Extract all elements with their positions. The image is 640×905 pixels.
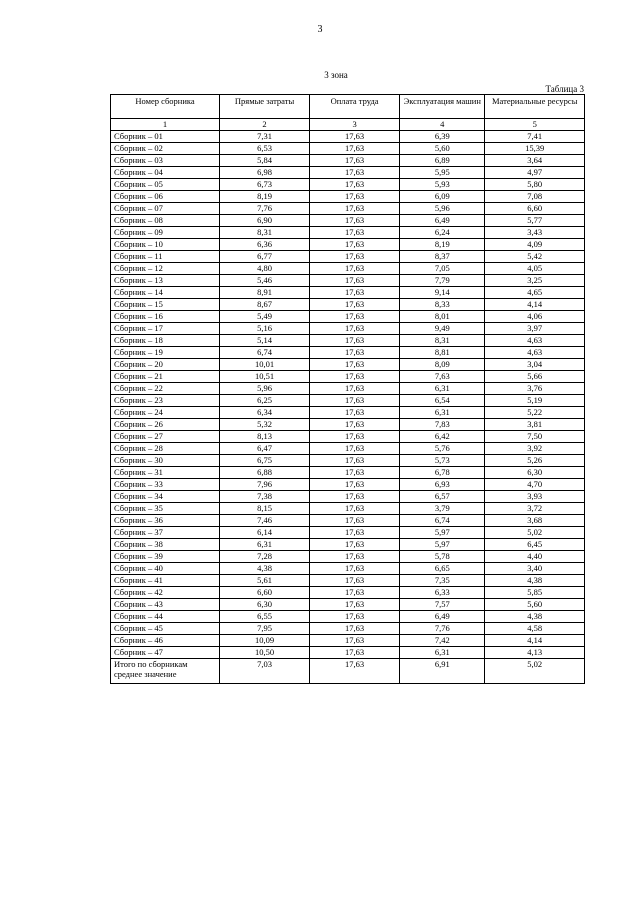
material-cost: 4,09 (485, 239, 585, 251)
collection-name: Сборник – 36 (111, 515, 220, 527)
column-number: 4 (400, 119, 485, 131)
col-header-direct-costs: Прямые затраты (220, 95, 310, 119)
table-caption: Таблица 3 (545, 84, 584, 94)
direct-costs: 8,15 (220, 503, 310, 515)
table-row (111, 431, 585, 443)
direct-costs: 8,31 (220, 227, 310, 239)
collection-name: Сборник – 35 (111, 503, 220, 515)
machine-cost: 6,31 (400, 407, 485, 419)
table-row (111, 287, 585, 299)
direct-costs: 6,98 (220, 167, 310, 179)
table-row (111, 179, 585, 191)
direct-costs: 4,38 (220, 563, 310, 575)
direct-costs: 6,30 (220, 599, 310, 611)
collection-name: Сборник – 02 (111, 143, 220, 155)
collection-name: Сборник – 06 (111, 191, 220, 203)
labor-cost: 17,63 (310, 503, 400, 515)
collection-name: Сборник – 39 (111, 551, 220, 563)
table-row (111, 299, 585, 311)
labor-cost: 17,63 (310, 275, 400, 287)
labor-cost: 17,63 (310, 599, 400, 611)
direct-costs: 5,46 (220, 275, 310, 287)
labor-cost: 17,63 (310, 215, 400, 227)
collection-name: Сборник – 24 (111, 407, 220, 419)
labor-cost: 17,63 (310, 335, 400, 347)
labor-cost: 17,63 (310, 623, 400, 635)
machine-cost: 6,31 (400, 647, 485, 659)
machine-cost: 7,79 (400, 275, 485, 287)
collection-name: Сборник – 46 (111, 635, 220, 647)
table-row (111, 635, 585, 647)
machine-cost: 7,76 (400, 623, 485, 635)
machine-cost: 6,65 (400, 563, 485, 575)
machine-cost: 5,96 (400, 203, 485, 215)
material-cost: 3,68 (485, 515, 585, 527)
table-row (111, 347, 585, 359)
machine-cost: 8,33 (400, 299, 485, 311)
material-cost: 3,72 (485, 503, 585, 515)
table-row (111, 479, 585, 491)
material-cost: 6,45 (485, 539, 585, 551)
direct-costs: 10,09 (220, 635, 310, 647)
table-row (111, 599, 585, 611)
machine-cost: 8,09 (400, 359, 485, 371)
table-row (111, 371, 585, 383)
material-cost: 3,64 (485, 155, 585, 167)
collection-name: Сборник – 40 (111, 563, 220, 575)
material-cost: 3,81 (485, 419, 585, 431)
direct-costs: 5,61 (220, 575, 310, 587)
table-row (111, 251, 585, 263)
material-cost: 4,05 (485, 263, 585, 275)
material-cost: 4,13 (485, 647, 585, 659)
header-row (111, 95, 585, 119)
material-cost: 3,76 (485, 383, 585, 395)
collection-name: Сборник – 01 (111, 131, 220, 143)
col-header-materials: Материальные ресурсы (485, 95, 585, 119)
direct-costs: 6,25 (220, 395, 310, 407)
machine-cost: 6,39 (400, 131, 485, 143)
labor-cost: 17,63 (310, 347, 400, 359)
table-row (111, 611, 585, 623)
collection-name: Сборник – 04 (111, 167, 220, 179)
collection-name: Сборник – 03 (111, 155, 220, 167)
labor-cost: 17,63 (310, 443, 400, 455)
direct-costs: 6,88 (220, 467, 310, 479)
direct-costs: 5,84 (220, 155, 310, 167)
direct-costs: 7,96 (220, 479, 310, 491)
collection-name: Сборник – 19 (111, 347, 220, 359)
table-row (111, 575, 585, 587)
material-cost: 5,02 (485, 527, 585, 539)
material-cost: 5,60 (485, 599, 585, 611)
direct-costs: 5,16 (220, 323, 310, 335)
total-row (111, 659, 585, 684)
labor-cost: 17,63 (310, 371, 400, 383)
direct-costs: 8,91 (220, 287, 310, 299)
material-cost: 4,65 (485, 287, 585, 299)
machine-cost: 5,76 (400, 443, 485, 455)
direct-costs: 6,55 (220, 611, 310, 623)
table-row (111, 563, 585, 575)
collection-name: Сборник – 37 (111, 527, 220, 539)
machine-cost: 6,89 (400, 155, 485, 167)
table-row (111, 143, 585, 155)
labor-cost: 17,63 (310, 587, 400, 599)
material-cost: 4,40 (485, 551, 585, 563)
direct-costs: 5,32 (220, 419, 310, 431)
collection-name: Сборник – 13 (111, 275, 220, 287)
table-row (111, 419, 585, 431)
table-row (111, 539, 585, 551)
collection-name: Сборник – 10 (111, 239, 220, 251)
column-number: 1 (111, 119, 220, 131)
labor-cost: 17,63 (310, 563, 400, 575)
material-cost: 5,85 (485, 587, 585, 599)
labor-cost: 17,63 (310, 407, 400, 419)
labor-cost: 17,63 (310, 647, 400, 659)
data-table (110, 94, 585, 684)
direct-costs: 6,90 (220, 215, 310, 227)
machine-cost: 5,95 (400, 167, 485, 179)
labor-cost: 17,63 (310, 203, 400, 215)
table-row (111, 275, 585, 287)
material-cost: 7,50 (485, 431, 585, 443)
collection-name: Сборник – 07 (111, 203, 220, 215)
zone-title: 3 зона (324, 70, 348, 80)
table-row (111, 131, 585, 143)
collection-name: Сборник – 08 (111, 215, 220, 227)
direct-costs: 8,67 (220, 299, 310, 311)
machine-cost: 7,83 (400, 419, 485, 431)
table-row (111, 395, 585, 407)
material-cost: 6,60 (485, 203, 585, 215)
material-cost: 5,26 (485, 455, 585, 467)
material-cost: 3,43 (485, 227, 585, 239)
labor-cost: 17,63 (310, 611, 400, 623)
material-cost: 5,80 (485, 179, 585, 191)
labor-cost: 17,63 (310, 143, 400, 155)
table-row (111, 227, 585, 239)
direct-costs: 10,51 (220, 371, 310, 383)
direct-costs: 6,75 (220, 455, 310, 467)
col-header-labor: Оплата труда (310, 95, 400, 119)
labor-cost: 17,63 (310, 311, 400, 323)
machine-cost: 6,49 (400, 611, 485, 623)
material-cost: 5,22 (485, 407, 585, 419)
table-row (111, 647, 585, 659)
total-direct-costs: 7,03 (220, 659, 310, 684)
material-cost: 7,08 (485, 191, 585, 203)
labor-cost: 17,63 (310, 383, 400, 395)
table-row (111, 467, 585, 479)
labor-cost: 17,63 (310, 167, 400, 179)
collection-name: Сборник – 30 (111, 455, 220, 467)
labor-cost: 17,63 (310, 251, 400, 263)
collection-name: Сборник – 27 (111, 431, 220, 443)
column-number: 2 (220, 119, 310, 131)
collection-name: Сборник – 38 (111, 539, 220, 551)
direct-costs: 5,14 (220, 335, 310, 347)
labor-cost: 17,63 (310, 551, 400, 563)
collection-name: Сборник – 33 (111, 479, 220, 491)
machine-cost: 3,79 (400, 503, 485, 515)
table-body (111, 131, 585, 659)
collection-name: Сборник – 31 (111, 467, 220, 479)
labor-cost: 17,63 (310, 323, 400, 335)
labor-cost: 17,63 (310, 491, 400, 503)
machine-cost: 5,60 (400, 143, 485, 155)
labor-cost: 17,63 (310, 539, 400, 551)
total-materials: 5,02 (485, 659, 585, 684)
collection-name: Сборник – 22 (111, 383, 220, 395)
collection-name: Сборник – 47 (111, 647, 220, 659)
direct-costs: 7,38 (220, 491, 310, 503)
machine-cost: 6,74 (400, 515, 485, 527)
labor-cost: 17,63 (310, 131, 400, 143)
material-cost: 4,38 (485, 575, 585, 587)
machine-cost: 5,97 (400, 527, 485, 539)
material-cost: 3,93 (485, 491, 585, 503)
labor-cost: 17,63 (310, 575, 400, 587)
direct-costs: 7,76 (220, 203, 310, 215)
col-header-number: Номер сборника (111, 95, 220, 119)
machine-cost: 8,81 (400, 347, 485, 359)
table-row (111, 491, 585, 503)
table-row (111, 527, 585, 539)
collection-name: Сборник – 23 (111, 395, 220, 407)
machine-cost: 6,24 (400, 227, 485, 239)
table-row (111, 239, 585, 251)
labor-cost: 17,63 (310, 395, 400, 407)
labor-cost: 17,63 (310, 299, 400, 311)
table-row (111, 455, 585, 467)
material-cost: 3,92 (485, 443, 585, 455)
table-row (111, 155, 585, 167)
material-cost: 5,19 (485, 395, 585, 407)
machine-cost: 8,19 (400, 239, 485, 251)
material-cost: 7,41 (485, 131, 585, 143)
table-row (111, 359, 585, 371)
total-label: Итого по сборникам среднее значение (111, 659, 220, 684)
labor-cost: 17,63 (310, 263, 400, 275)
collection-name: Сборник – 42 (111, 587, 220, 599)
material-cost: 6,30 (485, 467, 585, 479)
direct-costs: 10,50 (220, 647, 310, 659)
collection-name: Сборник – 09 (111, 227, 220, 239)
labor-cost: 17,63 (310, 179, 400, 191)
labor-cost: 17,63 (310, 191, 400, 203)
collection-name: Сборник – 14 (111, 287, 220, 299)
material-cost: 15,39 (485, 143, 585, 155)
direct-costs: 8,19 (220, 191, 310, 203)
machine-cost: 6,93 (400, 479, 485, 491)
direct-costs: 6,74 (220, 347, 310, 359)
table-row (111, 335, 585, 347)
direct-costs: 5,96 (220, 383, 310, 395)
labor-cost: 17,63 (310, 155, 400, 167)
collection-name: Сборник – 05 (111, 179, 220, 191)
machine-cost: 6,78 (400, 467, 485, 479)
table-row (111, 167, 585, 179)
machine-cost: 8,31 (400, 335, 485, 347)
collection-name: Сборник – 28 (111, 443, 220, 455)
collection-name: Сборник – 43 (111, 599, 220, 611)
table-row (111, 551, 585, 563)
material-cost: 4,63 (485, 335, 585, 347)
machine-cost: 7,63 (400, 371, 485, 383)
material-cost: 5,77 (485, 215, 585, 227)
collection-name: Сборник – 45 (111, 623, 220, 635)
machine-cost: 6,54 (400, 395, 485, 407)
labor-cost: 17,63 (310, 359, 400, 371)
machine-cost: 8,37 (400, 251, 485, 263)
collection-name: Сборник – 15 (111, 299, 220, 311)
table-row (111, 515, 585, 527)
collection-name: Сборник – 21 (111, 371, 220, 383)
material-cost: 3,25 (485, 275, 585, 287)
labor-cost: 17,63 (310, 239, 400, 251)
collection-name: Сборник – 18 (111, 335, 220, 347)
material-cost: 4,70 (485, 479, 585, 491)
labor-cost: 17,63 (310, 227, 400, 239)
collection-name: Сборник – 20 (111, 359, 220, 371)
machine-cost: 7,57 (400, 599, 485, 611)
table-row (111, 503, 585, 515)
direct-costs: 6,34 (220, 407, 310, 419)
labor-cost: 17,63 (310, 515, 400, 527)
machine-cost: 6,09 (400, 191, 485, 203)
direct-costs: 6,77 (220, 251, 310, 263)
collection-name: Сборник – 11 (111, 251, 220, 263)
material-cost: 4,14 (485, 299, 585, 311)
table-row (111, 623, 585, 635)
table-row (111, 263, 585, 275)
table-row (111, 191, 585, 203)
machine-cost: 5,73 (400, 455, 485, 467)
material-cost: 5,66 (485, 371, 585, 383)
direct-costs: 6,31 (220, 539, 310, 551)
page-number: 3 (317, 24, 323, 35)
labor-cost: 17,63 (310, 635, 400, 647)
collection-name: Сборник – 12 (111, 263, 220, 275)
machine-cost: 7,35 (400, 575, 485, 587)
machine-cost: 8,01 (400, 311, 485, 323)
direct-costs: 6,73 (220, 179, 310, 191)
collection-name: Сборник – 41 (111, 575, 220, 587)
machine-cost: 5,78 (400, 551, 485, 563)
total-labor: 17,63 (310, 659, 400, 684)
collection-name: Сборник – 26 (111, 419, 220, 431)
labor-cost: 17,63 (310, 527, 400, 539)
machine-cost: 6,33 (400, 587, 485, 599)
direct-costs: 10,01 (220, 359, 310, 371)
direct-costs: 7,95 (220, 623, 310, 635)
machine-cost: 6,42 (400, 431, 485, 443)
direct-costs: 4,80 (220, 263, 310, 275)
material-cost: 4,97 (485, 167, 585, 179)
machine-cost: 9,49 (400, 323, 485, 335)
material-cost: 4,38 (485, 611, 585, 623)
machine-cost: 6,57 (400, 491, 485, 503)
table-row (111, 323, 585, 335)
machine-cost: 5,93 (400, 179, 485, 191)
total-machines: 6,91 (400, 659, 485, 684)
direct-costs: 7,28 (220, 551, 310, 563)
machine-cost: 7,42 (400, 635, 485, 647)
labor-cost: 17,63 (310, 287, 400, 299)
material-cost: 4,14 (485, 635, 585, 647)
table-row (111, 407, 585, 419)
material-cost: 4,58 (485, 623, 585, 635)
table-row (111, 311, 585, 323)
table-row (111, 587, 585, 599)
collection-name: Сборник – 34 (111, 491, 220, 503)
material-cost: 3,40 (485, 563, 585, 575)
labor-cost: 17,63 (310, 467, 400, 479)
direct-costs: 6,60 (220, 587, 310, 599)
machine-cost: 5,97 (400, 539, 485, 551)
table-row (111, 203, 585, 215)
direct-costs: 7,46 (220, 515, 310, 527)
machine-cost: 6,49 (400, 215, 485, 227)
collection-name: Сборник – 44 (111, 611, 220, 623)
machine-cost: 7,05 (400, 263, 485, 275)
material-cost: 3,04 (485, 359, 585, 371)
direct-costs: 6,53 (220, 143, 310, 155)
column-number: 3 (310, 119, 400, 131)
table-row (111, 383, 585, 395)
direct-costs: 7,31 (220, 131, 310, 143)
collection-name: Сборник – 17 (111, 323, 220, 335)
table-row (111, 443, 585, 455)
labor-cost: 17,63 (310, 419, 400, 431)
labor-cost: 17,63 (310, 431, 400, 443)
col-header-machines: Эксплуатация машин (400, 95, 485, 119)
material-cost: 5,42 (485, 251, 585, 263)
direct-costs: 6,47 (220, 443, 310, 455)
material-cost: 4,06 (485, 311, 585, 323)
material-cost: 4,63 (485, 347, 585, 359)
direct-costs: 8,13 (220, 431, 310, 443)
table-row (111, 215, 585, 227)
column-number-row (111, 119, 585, 131)
material-cost: 3,97 (485, 323, 585, 335)
direct-costs: 5,49 (220, 311, 310, 323)
labor-cost: 17,63 (310, 479, 400, 491)
collection-name: Сборник – 16 (111, 311, 220, 323)
labor-cost: 17,63 (310, 455, 400, 467)
direct-costs: 6,14 (220, 527, 310, 539)
column-number: 5 (485, 119, 585, 131)
machine-cost: 9,14 (400, 287, 485, 299)
machine-cost: 6,31 (400, 383, 485, 395)
direct-costs: 6,36 (220, 239, 310, 251)
